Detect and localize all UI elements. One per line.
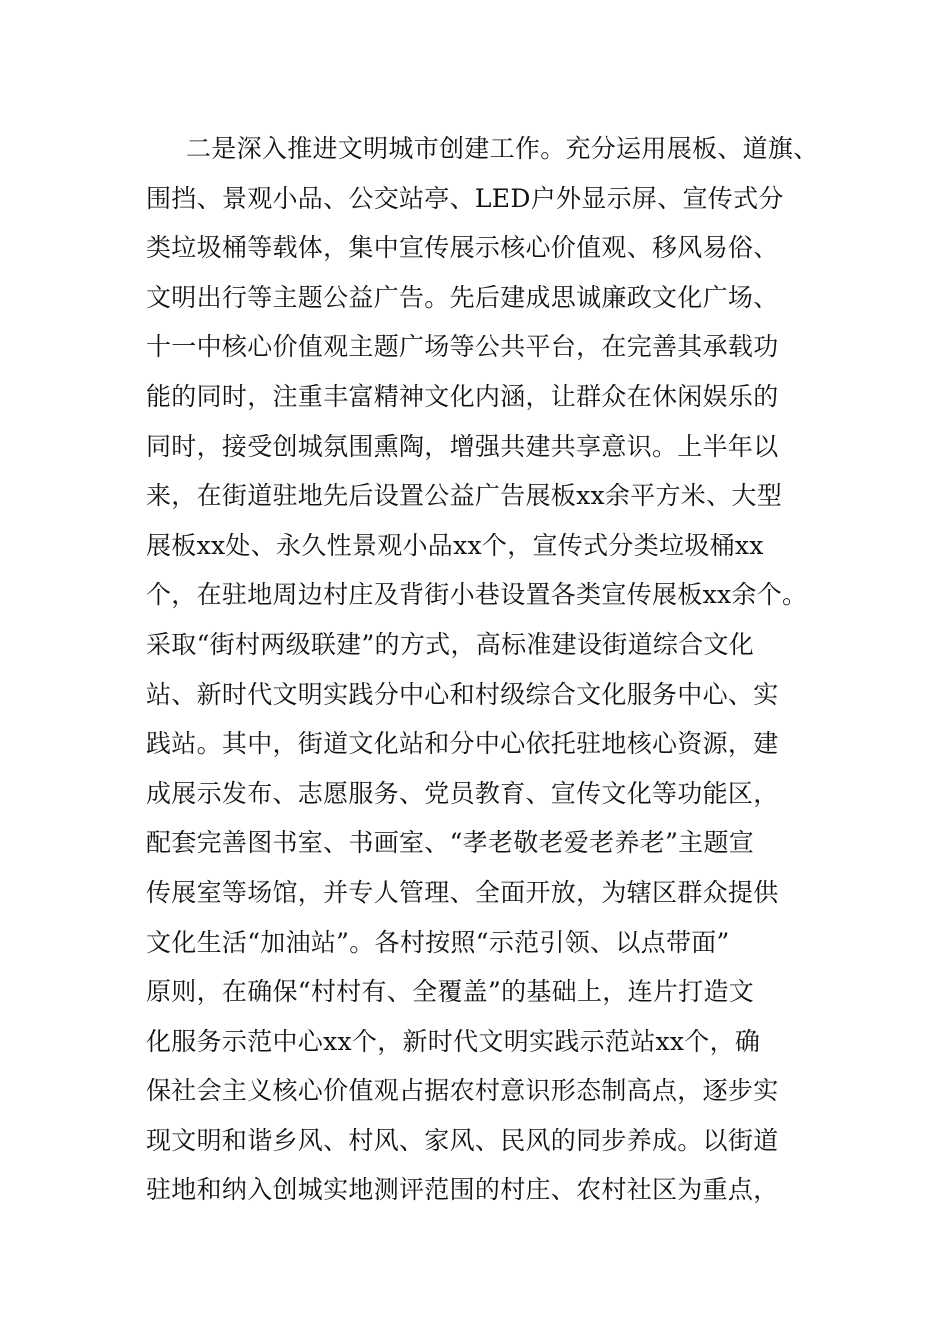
text-line: 保社会主义核心价值观占据农村意识形态制高点，逐步实 bbox=[146, 1076, 779, 1106]
text-line: 文化生活“加油站”。各村按照“示范引领、以点带面” bbox=[146, 927, 730, 957]
text-line: 站、新时代文明实践分中心和村级综合文化服务中心、实 bbox=[146, 679, 779, 709]
text-line: 来，在街道驻地先后设置公益广告展板xx余平方米、大型 bbox=[146, 481, 783, 511]
text-line: 驻地和纳入创城实地测评范围的村庄、农村社区为重点， bbox=[146, 1175, 779, 1205]
text-line: 原则，在确保“村村有、全覆盖”的基础上，连片打造文 bbox=[146, 977, 755, 1007]
text-line: 配套完善图书室、书画室、“孝老敬老爱老养老”主题宣 bbox=[146, 828, 755, 858]
text-line: 同时，接受创城氛围熏陶，增强共建共享意识。上半年以 bbox=[146, 431, 779, 461]
text-line: 个，在驻地周边村庄及背街小巷设置各类宣传展板xx余个。 bbox=[146, 580, 808, 610]
text-line: 十一中核心价值观主题广场等公共平台，在完善其承载功 bbox=[146, 332, 779, 362]
text-line: 能的同时，注重丰富精神文化内涵，让群众在休闲娱乐的 bbox=[146, 381, 779, 411]
body-paragraph bbox=[146, 124, 836, 1215]
text-line: 传展室等场馆，并专人管理、全面开放，为辖区群众提供 bbox=[146, 877, 779, 907]
text-line: 化服务示范中心xx个，新时代文明实践示范站xx个，确 bbox=[146, 1026, 761, 1056]
text-line: 采取“街村两级联建”的方式，高标准建设街道综合文化 bbox=[146, 629, 755, 659]
text-line: 围挡、景观小品、公交站亭、LED户外显示屏、宣传式分 bbox=[146, 183, 784, 213]
text-line: 践站。其中，街道文化站和分中心依托驻地核心资源，建 bbox=[146, 729, 779, 759]
text-line: 类垃圾桶等载体，集中宣传展示核心价值观、移风易俗、 bbox=[146, 233, 779, 263]
text-line: 现文明和谐乡风、村风、家风、民风的同步养成。以街道 bbox=[146, 1125, 779, 1155]
text-line: 展板xx处、永久性景观小品xx个，宣传式分类垃圾桶xx bbox=[146, 530, 764, 560]
text-line: 文明出行等主题公益广告。先后建成思诚廉政文化广场、 bbox=[146, 282, 779, 312]
text-line: 二是深入推进文明城市创建工作。充分运用展板、道旗、 bbox=[186, 134, 819, 163]
text-line: 成展示发布、志愿服务、党员教育、宣传文化等功能区， bbox=[146, 778, 779, 808]
